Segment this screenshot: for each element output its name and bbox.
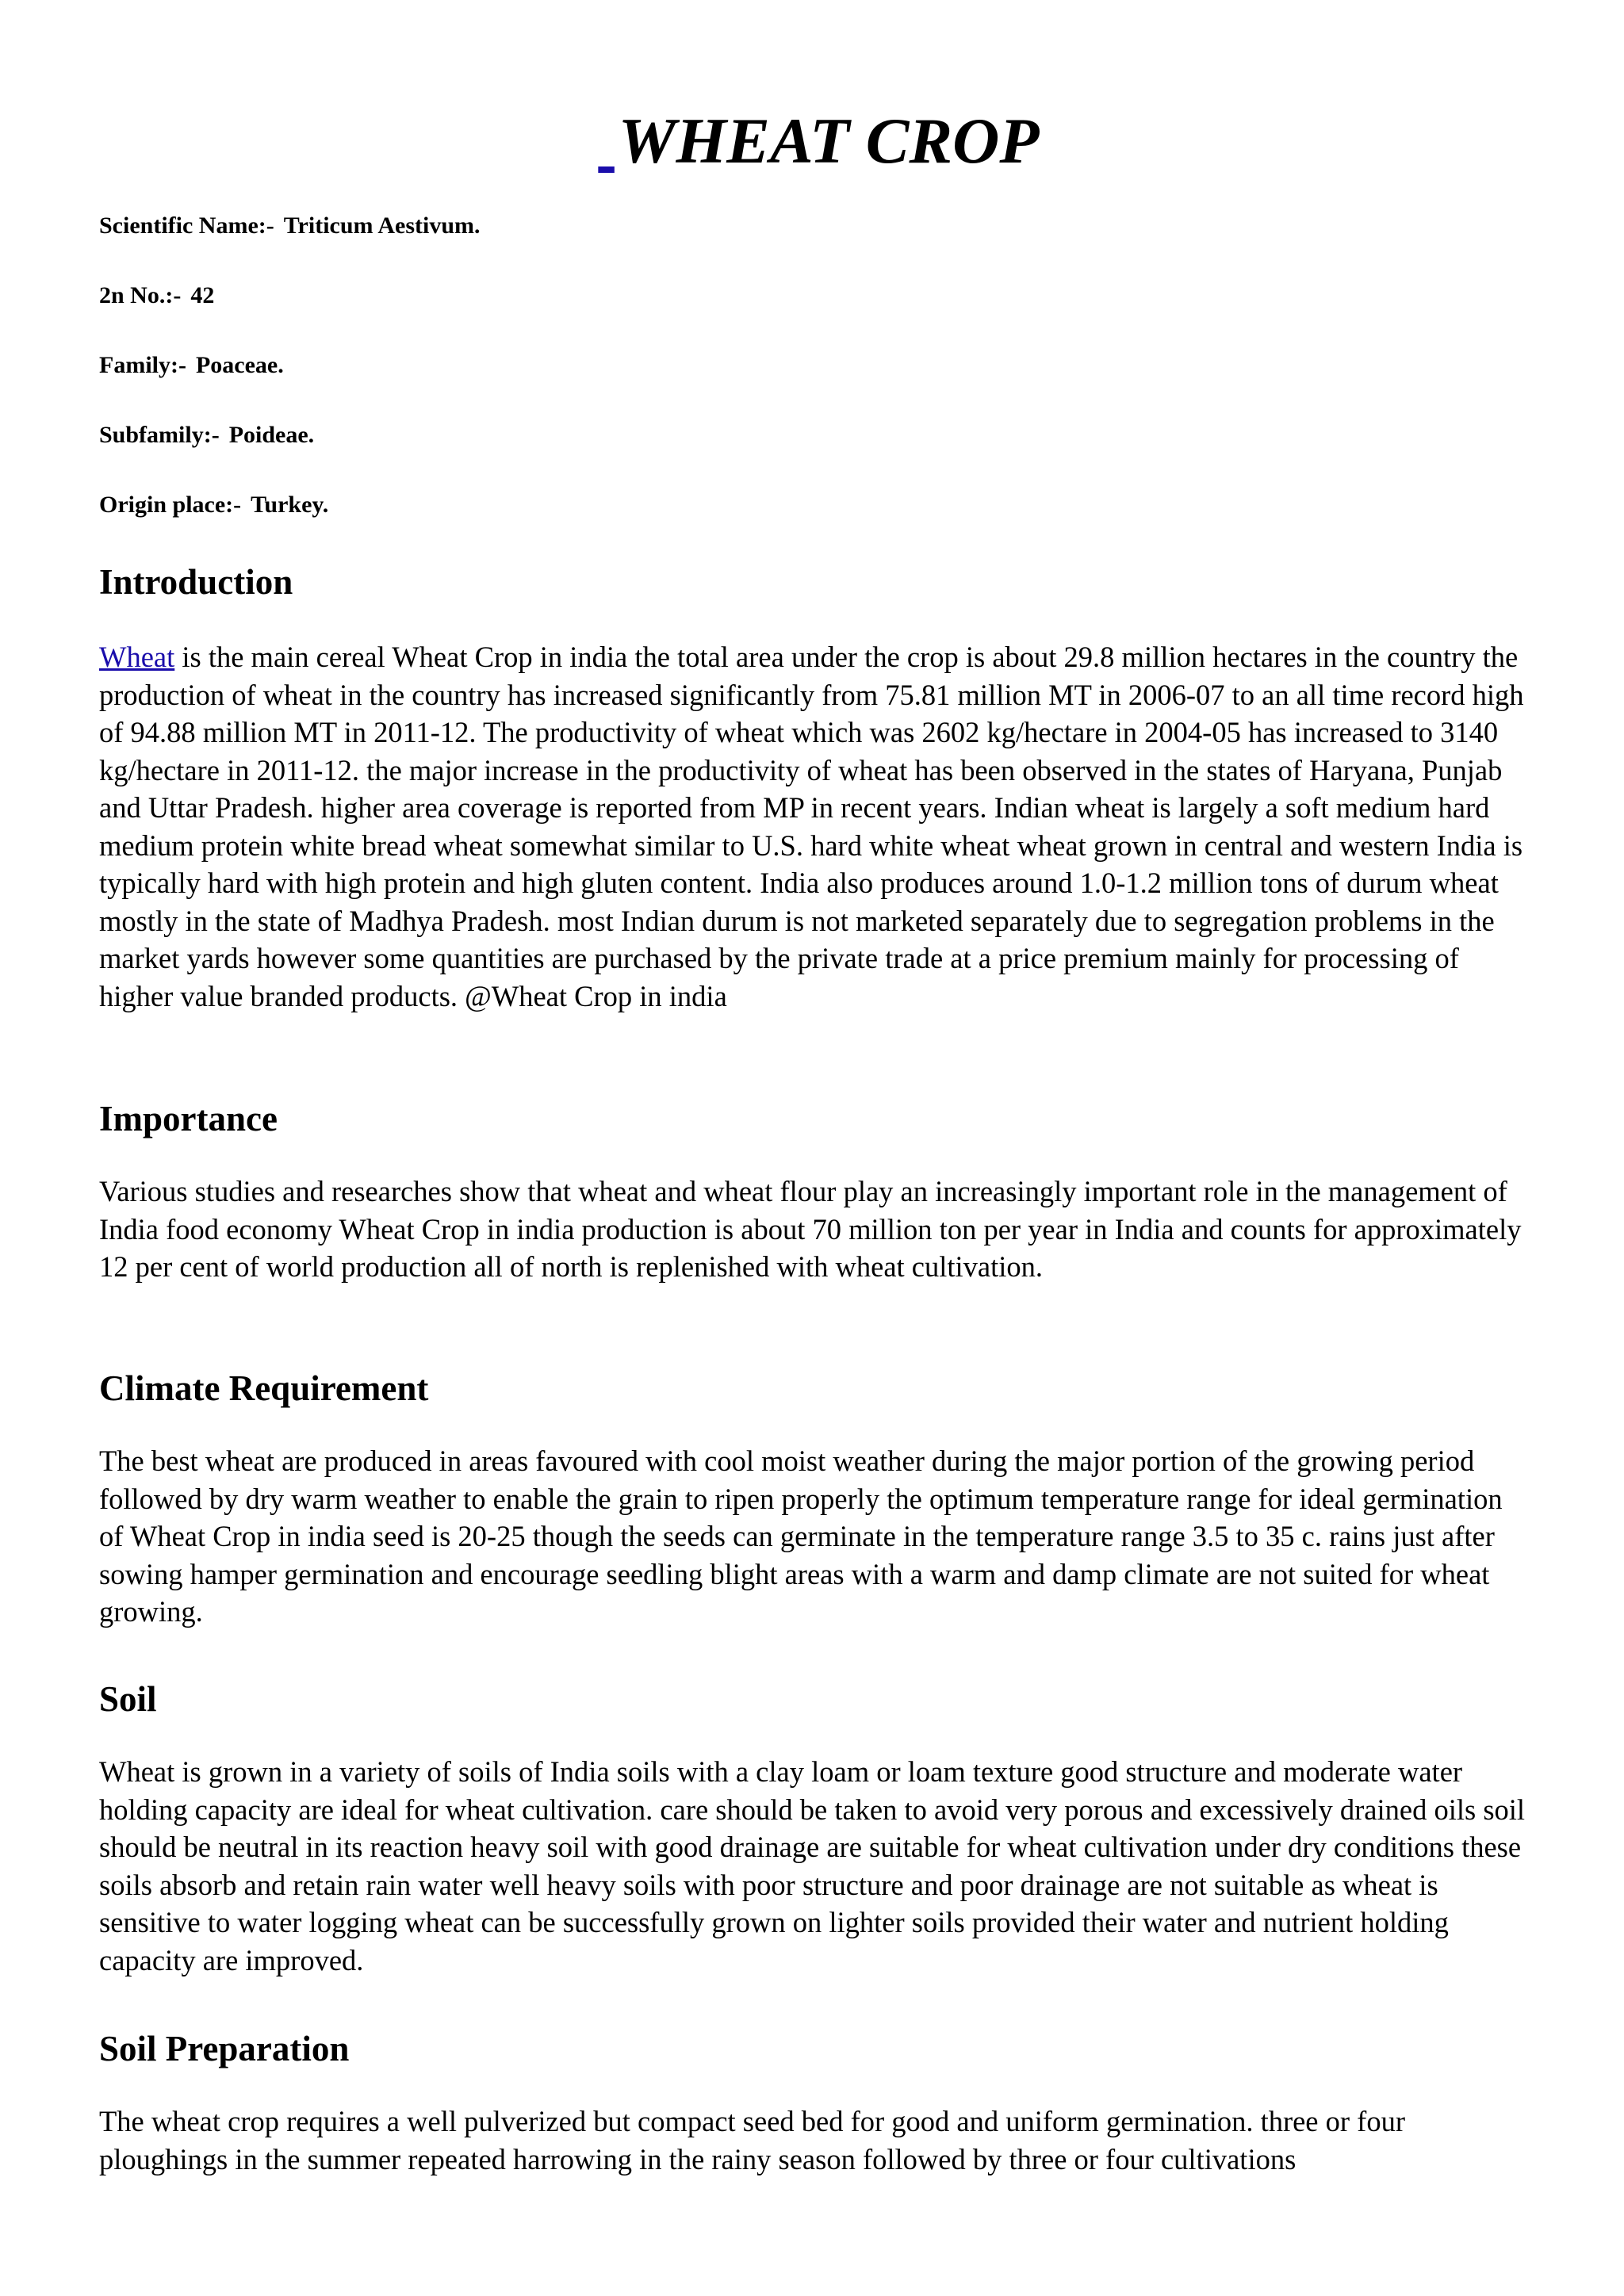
fact-value: Poideae. xyxy=(228,422,315,448)
section-body: Wheat is grown in a variety of soils of India soils with a clay loam or loam texture good structure and moderate water holding capacity are ideal for wheat cultivation. care should be taken to avoid very porous and excessively drained oils soil should be neutral in its reaction heavy soil with good drainage are suitable for wheat cultivation under dry conditions these soils absorb and retain rain water well heavy soils with poor structure and poor drainage are not suitable as wheat is sensitive to water logging wheat can be successfully grown on lighter soils provided their water and nutrient holding capacity are improved. xyxy=(99,1755,1526,1976)
title-anchor-link[interactable] xyxy=(595,101,619,181)
fact-label: Family:- xyxy=(99,352,186,378)
fact-value: Triticum Aestivum. xyxy=(283,212,481,239)
section-heading: Climate Requirement xyxy=(99,1368,429,1408)
fact-label: Subfamily:- xyxy=(99,422,220,448)
fact-label: Scientific Name:- xyxy=(99,212,274,239)
fact-label: 2n No.:- xyxy=(99,282,182,308)
section-body-text: is the main cereal Wheat Crop in india the total area under the crop is about 29.8 million hectares in the country the production of wheat in the country has increased significantly from 75.81 million MT in 2006-07 to an all time record high of 94.88 million MT in 2011-12. The productivity of wheat which was 2602 kg/hectare in 2004-05 has increased to 3140 kg/hectare in 2011-12. the major increase in the productivity of wheat has been observed in the states of Haryana, Punjab and Uttar Pradesh. higher area coverage is reported from MP in recent years. Indian wheat is largely a soft medium hard medium protein white bread wheat somewhat similar to U.S. hard white wheat wheat grown in central and western India is typically hard with high protein and high gluten content. India also produces around 1.0-1.2 million tons of durum wheat mostly in the state of Madhya Pradesh. most Indian durum is not marketed separately due to segregation problems in the market yards however some quantities are purchased by the private trade at a price premium mainly for processing of higher value branded products. @Wheat Crop in india xyxy=(99,641,1524,1012)
fact-label: Origin place:- xyxy=(99,492,242,518)
fact-value: 42 xyxy=(190,282,215,308)
page-title-block xyxy=(99,101,1534,181)
section-heading: Importance xyxy=(99,1099,278,1138)
section-heading: Introduction xyxy=(99,562,293,602)
section-soil-preparation xyxy=(99,2026,1526,2178)
page-title: WHEAT CROP xyxy=(618,105,1040,177)
fact-value: Turkey. xyxy=(251,492,329,518)
section-body: Various studies and researches show that wheat and wheat flour play an increasingly important role in the management of India food economy Wheat Crop in india production is about 70 million ton per year in India and counts for approximately 12 per cent of world production all of north is replenished with wheat cultivation. xyxy=(99,1175,1522,1283)
section-introduction xyxy=(99,560,1526,1015)
fact-scientific-name xyxy=(99,210,1534,280)
wheat-link[interactable]: Wheat xyxy=(99,641,175,673)
section-body: The best wheat are produced in areas favoured with cool moist weather during the major portion of the growing period followed by dry warm weather to enable the grain to ripen properly the optimum temperature range for ideal germination of Wheat Crop in india seed is 20-25 though the seeds can germinate in the temperature range 3.5 to 35 c. rains just after sowing hamper germination and encourage seedling blight areas with a warm and damp climate are not suited for wheat growing. xyxy=(99,1445,1503,1628)
section-importance xyxy=(99,1096,1526,1286)
section-climate-requirement xyxy=(99,1366,1526,1631)
crop-facts xyxy=(99,210,1534,559)
section-soil xyxy=(99,1677,1526,1979)
fact-chromosome-number xyxy=(99,280,1534,350)
section-body xyxy=(99,638,1526,1015)
fact-origin-place xyxy=(99,489,1534,559)
section-heading: Soil Preparation xyxy=(99,2029,350,2068)
fact-value: Poaceae. xyxy=(195,352,284,378)
fact-subfamily xyxy=(99,419,1534,489)
section-body: The wheat crop requires a well pulverized but compact seed bed for good and uniform germination. three or four ploughings in the summer repeated harrowing in the rainy season followed by three or four cultivations xyxy=(99,2105,1405,2175)
fact-family xyxy=(99,350,1534,419)
section-heading: Soil xyxy=(99,1679,157,1719)
